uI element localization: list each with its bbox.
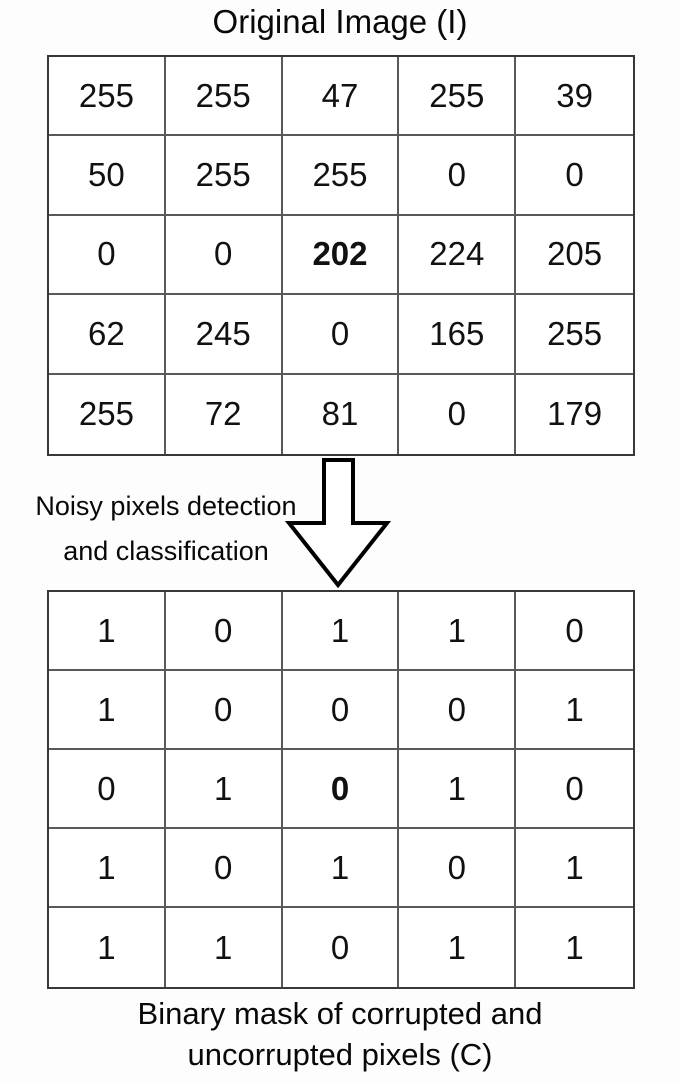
grid-cell: 255 <box>283 136 400 215</box>
grid-cell: 224 <box>399 216 516 295</box>
grid-cell: 255 <box>49 57 166 136</box>
binary-mask-caption-line1: Binary mask of corrupted and <box>137 996 543 1031</box>
grid-cell: 0 <box>166 671 283 750</box>
grid-cell: 1 <box>399 592 516 671</box>
grid-cell: 179 <box>547 395 603 433</box>
grid-cell: 1 <box>516 671 633 750</box>
grid-cell: 255 <box>49 375 166 454</box>
grid-cell-bold-202: 202 <box>283 216 400 295</box>
down-arrow-icon <box>285 457 391 589</box>
grid-cell: 165 <box>399 295 516 374</box>
arrow-label <box>0 484 332 574</box>
grid-cell: 0 <box>283 671 400 750</box>
grid-cell: 50 <box>49 136 166 215</box>
grid-cell: 255 <box>516 295 633 374</box>
grid-cell: 0 <box>399 375 516 454</box>
grid-cell: 0 <box>166 829 283 908</box>
grid-cell: 0 <box>49 216 166 295</box>
grid-cell: 0 <box>516 750 633 829</box>
grid-cell: 255 <box>166 57 283 136</box>
grid-cell: 1 <box>565 928 584 966</box>
grid-cell: 39 <box>516 57 633 136</box>
grid-cell: 1 <box>399 750 516 829</box>
arrow-label-line2: and classification <box>63 536 269 566</box>
grid-cell: 0 <box>166 216 283 295</box>
grid-cell: 0 <box>49 750 166 829</box>
grid-cell: 0 <box>399 829 516 908</box>
grid-cell: 62 <box>49 295 166 374</box>
grid-cell: 72 <box>166 375 283 454</box>
grid-cell: 1 <box>399 908 516 987</box>
grid-cell: 0 <box>399 136 516 215</box>
grid-cell: 1 <box>516 829 633 908</box>
binary-mask-caption <box>0 993 680 1075</box>
grid-cell: 205 <box>516 216 633 295</box>
grid-cell: 255 <box>166 136 283 215</box>
grid-cell: 1 <box>166 908 283 987</box>
arrow-label-line1: Noisy pixels detection <box>35 491 297 521</box>
grid-cell: 1 <box>283 592 400 671</box>
grid-cell: 1 <box>49 908 166 987</box>
grid-cell: 1 <box>283 829 400 908</box>
grid-cell: 47 <box>283 57 400 136</box>
grid-cell-bold-0: 0 <box>283 750 400 829</box>
grid-cell: 0 <box>516 592 633 671</box>
grid-cell: 0 <box>283 908 400 987</box>
original-image-title: Original Image (I) <box>212 3 468 40</box>
grid-cell: 1 <box>166 750 283 829</box>
grid-cell: 245 <box>166 295 283 374</box>
grid-cell: 1 <box>49 671 166 750</box>
binary-mask-grid <box>47 590 635 989</box>
grid-cell: 255 <box>399 57 516 136</box>
grid-cell: 1 <box>49 829 166 908</box>
grid-cell: 1 <box>49 592 166 671</box>
grid-cell: 0 <box>399 671 516 750</box>
original-image-grid <box>47 55 635 456</box>
grid-cell: 0 <box>283 295 400 374</box>
binary-mask-caption-line2: uncorrupted pixels (C) <box>187 1037 493 1072</box>
grid-cell: 81 <box>283 375 400 454</box>
grid-cell: 0 <box>166 592 283 671</box>
grid-cell: 0 <box>516 136 633 215</box>
